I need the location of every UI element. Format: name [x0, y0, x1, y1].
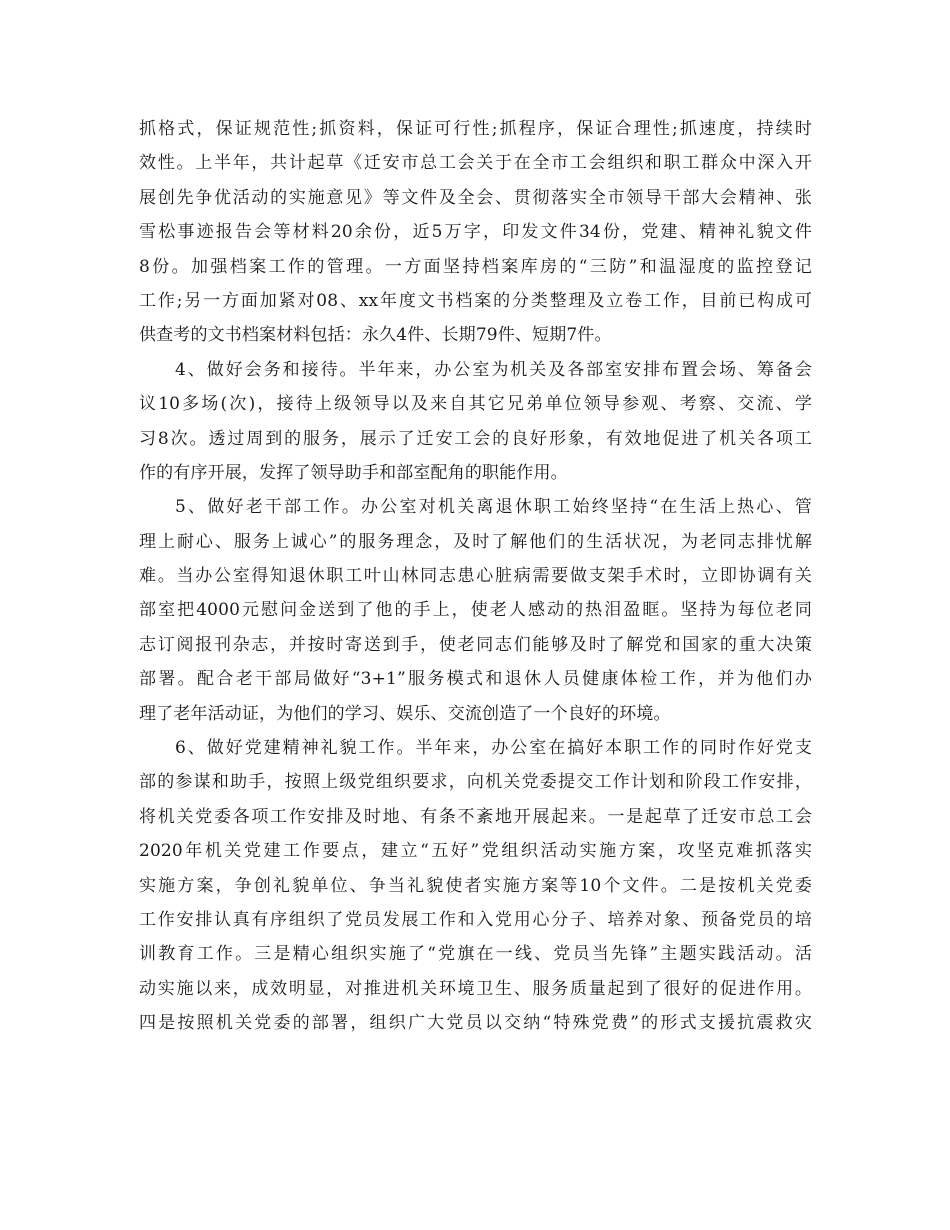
- text-line: 志订阅报刊杂志，并按时寄送到手，使老同志们能够及时了解党和国家的重大决策: [139, 634, 812, 655]
- text-line: 工作安排认真有序组织了党员发展工作和入党用心分子、培养对象、预备党员的培: [139, 909, 812, 930]
- text-line: 8份。加强档案工作的管理。一方面坚持档案库房的“三防”和温湿度的监控登记: [139, 256, 812, 277]
- text-line: 展创先争优活动的实施意见》等文件及全会、贯彻落实全市领导干部大会精神、张: [139, 187, 812, 208]
- text-line: 实施方案，争创礼貌单位、争当礼貌使者实施方案等10个文件。二是按机关党委: [139, 875, 812, 896]
- text-line: 效性。上半年，共计起草《迁安市总工会关于在全市工会组织和职工群众中深入开: [139, 153, 812, 174]
- text-line: 6、做好党建精神礼貌工作。半年来，办公室在搞好本职工作的同时作好党支: [175, 738, 812, 759]
- text-line: 雪松事迹报告会等材料20余份，近5万字，印发文件34份，党建、精神礼貌文件: [139, 222, 812, 243]
- text-line: 难。当办公室得知退休职工叶山林同志患心脏病需要做支架手术时，立即协调有关: [139, 566, 812, 587]
- paragraph-retired-cadres: [139, 490, 812, 731]
- text-line: 理上耐心、服务上诚心”的服务理念，及时了解他们的生活状况，为老同志排忧解: [139, 531, 812, 552]
- paragraph-meetings-reception: [139, 353, 812, 491]
- text-line: 5、做好老干部工作。办公室对机关离退休职工始终坚持“在生活上热心、管: [175, 497, 812, 518]
- text-line: 工作;另一方面加紧对08、xx年度文书档案的分类整理及立卷工作，目前已构成可: [139, 290, 812, 311]
- text-line: 动实施以来，成效明显，对推进机关环境卫生、服务质量起到了很好的促进作用。: [139, 978, 812, 999]
- text-line: 习8次。透过周到的服务，展示了迁安工会的良好形象，有效地促进了机关各项工: [139, 428, 812, 449]
- text-line: 抓格式，保证规范性;抓资料，保证可行性;抓程序，保证合理性;抓速度，持续时: [139, 119, 812, 139]
- text-line: 2020年机关党建工作要点，建立“五好”党组织活动实施方案，攻坚克难抓落实: [139, 841, 812, 862]
- text-line: 4、做好会务和接待。半年来，办公室为机关及各部室安排布置会场、筹备会: [175, 359, 812, 380]
- document-body: [139, 112, 812, 1041]
- paragraph-archive-work: [139, 112, 812, 353]
- text-line: 部署。配合老干部局做好“3+1”服务模式和退休人员健康体检工作，并为他们办: [139, 669, 812, 690]
- text-line: 部室把4000元慰问金送到了他的手上，使老人感动的热泪盈眶。坚持为每位老同: [139, 600, 812, 621]
- text-line: 供查考的文书档案材料包括：永久4件、长期79件、短期7件。: [139, 325, 612, 346]
- paragraph-party-building: [139, 731, 812, 1041]
- text-line: 四是按照机关党委的部署，组织广大党员以交纳“特殊党费”的形式支援抗震救灾: [139, 1013, 812, 1034]
- text-line: 作的有序开展，发挥了领导助手和部室配角的职能作用。: [139, 462, 568, 483]
- text-line: 理了老年活动证，为他们的学习、娱乐、交流创造了一个良好的环境。: [139, 703, 671, 724]
- text-line: 将机关党委各项工作安排及时地、有条不紊地开展起来。一是起草了迁安市总工会: [139, 806, 812, 827]
- text-line: 训教育工作。三是精心组织实施了“党旗在一线、党员当先锋”主题实践活动。活: [139, 944, 812, 965]
- text-line: 议10多场(次)，接待上级领导以及来自其它兄弟单位领导参观、考察、交流、学: [139, 394, 812, 415]
- text-line: 部的参谋和助手，按照上级党组织要求，向机关党委提交工作计划和阶段工作安排，: [139, 772, 812, 793]
